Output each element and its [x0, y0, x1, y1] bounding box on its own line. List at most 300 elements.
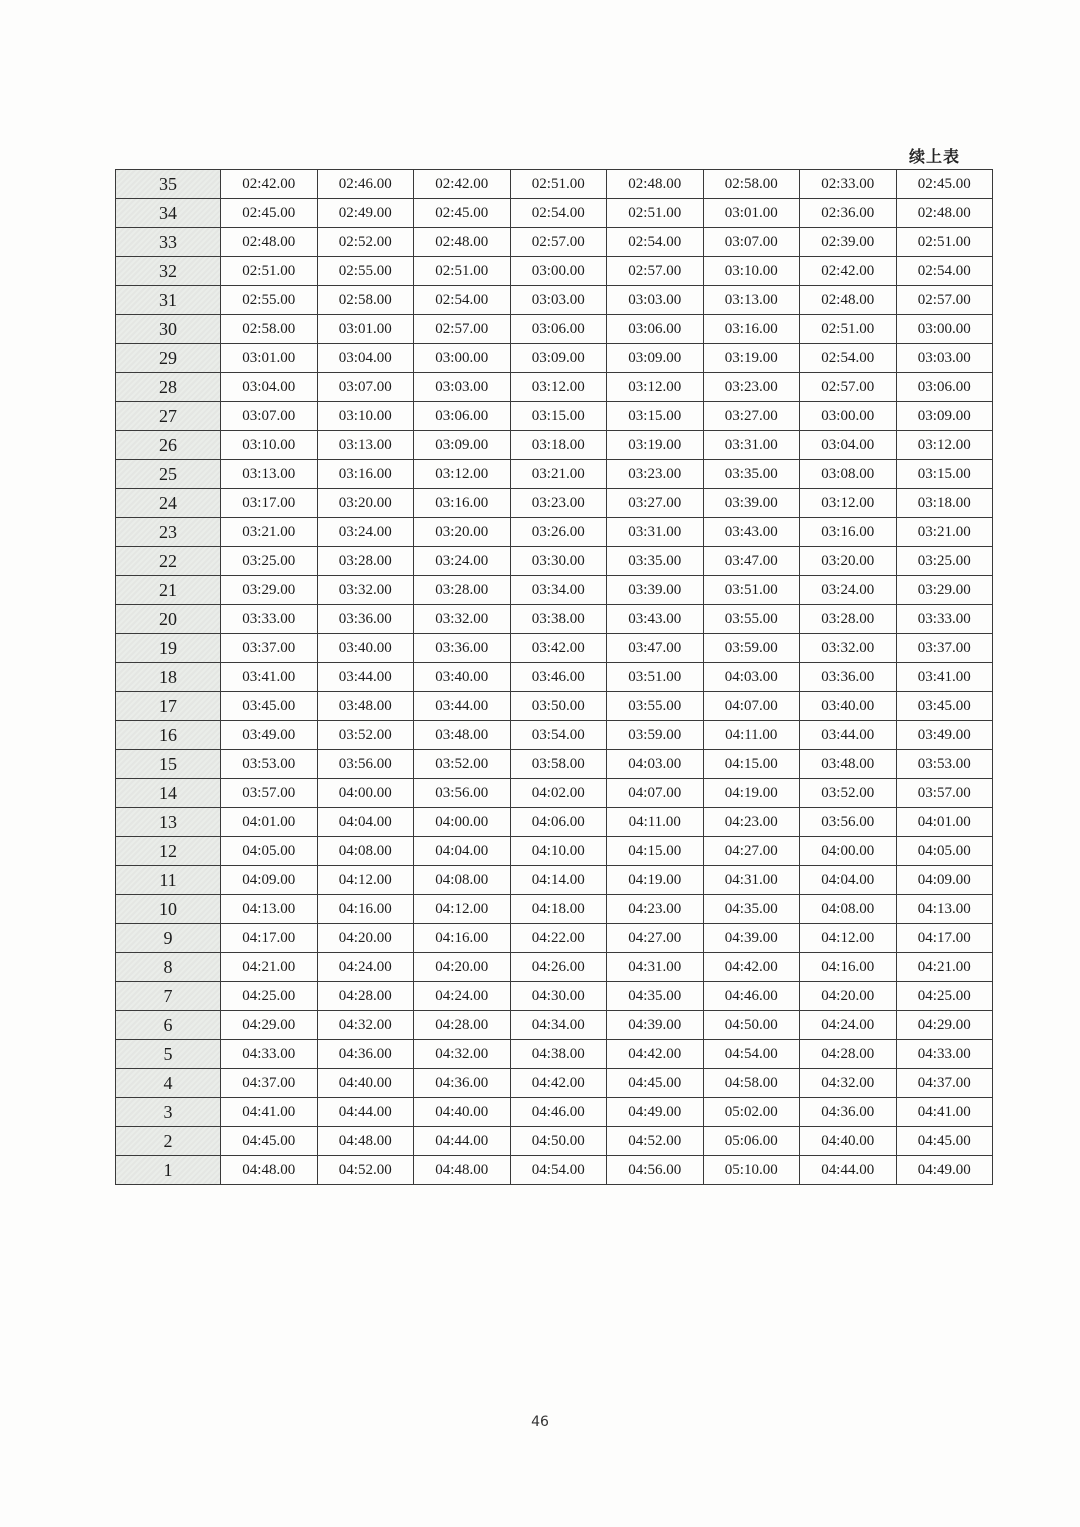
time-cell: 03:06.00 — [607, 315, 704, 344]
time-cell: 04:12.00 — [800, 924, 897, 953]
time-cell: 03:00.00 — [510, 257, 607, 286]
time-cell: 02:58.00 — [221, 315, 318, 344]
time-cell: 03:41.00 — [896, 663, 993, 692]
time-cell: 03:37.00 — [221, 634, 318, 663]
time-cell: 02:45.00 — [221, 199, 318, 228]
time-cell: 04:56.00 — [607, 1156, 704, 1185]
time-cell: 03:15.00 — [607, 402, 704, 431]
time-cell: 03:00.00 — [896, 315, 993, 344]
time-cell: 03:03.00 — [896, 344, 993, 373]
time-cell: 03:10.00 — [221, 431, 318, 460]
time-cell: 04:09.00 — [896, 866, 993, 895]
time-cell: 04:15.00 — [703, 750, 800, 779]
score-cell: 17 — [116, 692, 221, 721]
time-cell: 03:57.00 — [221, 779, 318, 808]
time-cell: 03:12.00 — [607, 373, 704, 402]
time-cell: 04:21.00 — [221, 953, 318, 982]
time-cell: 02:54.00 — [414, 286, 511, 315]
time-cell: 04:32.00 — [800, 1069, 897, 1098]
time-cell: 03:20.00 — [800, 547, 897, 576]
score-cell: 10 — [116, 895, 221, 924]
time-cell: 04:44.00 — [317, 1098, 414, 1127]
time-cell: 03:12.00 — [896, 431, 993, 460]
time-cell: 03:56.00 — [317, 750, 414, 779]
time-cell: 02:54.00 — [607, 228, 704, 257]
time-cell: 04:39.00 — [607, 1011, 704, 1040]
score-cell: 7 — [116, 982, 221, 1011]
time-cell: 04:26.00 — [510, 953, 607, 982]
time-cell: 03:33.00 — [896, 605, 993, 634]
time-cell: 02:45.00 — [896, 170, 993, 199]
time-cell: 02:46.00 — [317, 170, 414, 199]
time-cell: 03:01.00 — [703, 199, 800, 228]
time-cell: 04:44.00 — [800, 1156, 897, 1185]
table-row — [116, 1011, 993, 1040]
page-number: 46 — [531, 1414, 549, 1430]
time-cell: 03:51.00 — [703, 576, 800, 605]
time-cell: 04:00.00 — [317, 779, 414, 808]
time-cell: 04:58.00 — [703, 1069, 800, 1098]
time-cell: 02:57.00 — [800, 373, 897, 402]
time-cell: 03:25.00 — [896, 547, 993, 576]
time-cell: 03:47.00 — [607, 634, 704, 663]
time-cell: 02:48.00 — [896, 199, 993, 228]
time-cell: 04:48.00 — [317, 1127, 414, 1156]
time-cell: 03:04.00 — [317, 344, 414, 373]
time-cell: 04:40.00 — [414, 1098, 511, 1127]
time-cell: 03:26.00 — [510, 518, 607, 547]
time-cell: 03:38.00 — [510, 605, 607, 634]
time-cell: 03:37.00 — [896, 634, 993, 663]
time-cell: 03:13.00 — [221, 460, 318, 489]
time-cell: 02:49.00 — [317, 199, 414, 228]
time-cell: 02:54.00 — [800, 344, 897, 373]
time-cell: 04:16.00 — [317, 895, 414, 924]
table-row — [116, 750, 993, 779]
time-cell: 03:18.00 — [510, 431, 607, 460]
table-row — [116, 721, 993, 750]
time-cell: 03:25.00 — [221, 547, 318, 576]
time-cell: 03:54.00 — [510, 721, 607, 750]
time-cell: 04:41.00 — [896, 1098, 993, 1127]
time-cell: 04:31.00 — [607, 953, 704, 982]
time-cell: 03:24.00 — [414, 547, 511, 576]
time-cell: 02:52.00 — [317, 228, 414, 257]
time-cell: 03:43.00 — [607, 605, 704, 634]
time-cell: 03:50.00 — [510, 692, 607, 721]
table-row — [116, 1127, 993, 1156]
time-cell: 04:13.00 — [896, 895, 993, 924]
time-cell: 03:44.00 — [317, 663, 414, 692]
time-cell: 04:01.00 — [221, 808, 318, 837]
time-cell: 03:35.00 — [607, 547, 704, 576]
table-row — [116, 1098, 993, 1127]
time-cell: 04:11.00 — [607, 808, 704, 837]
time-cell: 02:57.00 — [414, 315, 511, 344]
time-cell: 04:22.00 — [510, 924, 607, 953]
time-cell: 04:33.00 — [896, 1040, 993, 1069]
time-cell: 02:51.00 — [414, 257, 511, 286]
table-row — [116, 1156, 993, 1185]
time-cell: 03:07.00 — [703, 228, 800, 257]
time-cell: 04:36.00 — [414, 1069, 511, 1098]
time-cell: 04:18.00 — [510, 895, 607, 924]
time-cell: 03:36.00 — [317, 605, 414, 634]
table-row — [116, 808, 993, 837]
score-cell: 25 — [116, 460, 221, 489]
time-cell: 02:58.00 — [317, 286, 414, 315]
time-cell: 03:24.00 — [317, 518, 414, 547]
score-cell: 11 — [116, 866, 221, 895]
time-cell: 03:39.00 — [607, 576, 704, 605]
score-cell: 6 — [116, 1011, 221, 1040]
score-cell: 24 — [116, 489, 221, 518]
time-cell: 04:04.00 — [414, 837, 511, 866]
table-row — [116, 228, 993, 257]
score-cell: 32 — [116, 257, 221, 286]
time-cell: 02:58.00 — [703, 170, 800, 199]
time-cell: 03:57.00 — [896, 779, 993, 808]
time-cell: 04:28.00 — [800, 1040, 897, 1069]
score-cell: 9 — [116, 924, 221, 953]
time-cell: 03:32.00 — [800, 634, 897, 663]
time-cell: 03:16.00 — [317, 460, 414, 489]
time-cell: 04:16.00 — [800, 953, 897, 982]
time-cell: 03:27.00 — [703, 402, 800, 431]
time-cell: 03:17.00 — [221, 489, 318, 518]
time-cell: 04:00.00 — [800, 837, 897, 866]
time-cell: 02:39.00 — [800, 228, 897, 257]
time-cell: 04:00.00 — [414, 808, 511, 837]
time-cell: 03:48.00 — [317, 692, 414, 721]
score-cell: 1 — [116, 1156, 221, 1185]
score-cell: 27 — [116, 402, 221, 431]
time-cell: 03:28.00 — [317, 547, 414, 576]
time-cell: 03:46.00 — [510, 663, 607, 692]
time-cell: 03:03.00 — [510, 286, 607, 315]
time-cell: 03:03.00 — [607, 286, 704, 315]
time-cell: 03:12.00 — [800, 489, 897, 518]
table-row — [116, 199, 993, 228]
score-time-table — [115, 169, 993, 1185]
time-cell: 03:48.00 — [414, 721, 511, 750]
table-row — [116, 402, 993, 431]
table-row — [116, 982, 993, 1011]
score-cell: 15 — [116, 750, 221, 779]
time-cell: 02:55.00 — [221, 286, 318, 315]
table-body — [116, 170, 993, 1185]
table-row — [116, 344, 993, 373]
time-cell: 03:00.00 — [414, 344, 511, 373]
score-cell: 33 — [116, 228, 221, 257]
time-cell: 03:10.00 — [703, 257, 800, 286]
table-row — [116, 866, 993, 895]
time-cell: 04:20.00 — [317, 924, 414, 953]
time-cell: 04:08.00 — [800, 895, 897, 924]
table-row — [116, 1040, 993, 1069]
time-cell: 03:29.00 — [221, 576, 318, 605]
time-cell: 04:24.00 — [317, 953, 414, 982]
time-cell: 03:48.00 — [800, 750, 897, 779]
score-cell: 30 — [116, 315, 221, 344]
time-cell: 03:40.00 — [800, 692, 897, 721]
time-cell: 04:24.00 — [800, 1011, 897, 1040]
time-cell: 03:29.00 — [896, 576, 993, 605]
table-row — [116, 489, 993, 518]
time-cell: 04:49.00 — [896, 1156, 993, 1185]
time-cell: 03:36.00 — [414, 634, 511, 663]
time-cell: 03:23.00 — [703, 373, 800, 402]
time-cell: 05:02.00 — [703, 1098, 800, 1127]
time-cell: 04:35.00 — [703, 895, 800, 924]
time-cell: 04:11.00 — [703, 721, 800, 750]
time-cell: 03:35.00 — [703, 460, 800, 489]
time-cell: 05:06.00 — [703, 1127, 800, 1156]
score-cell: 5 — [116, 1040, 221, 1069]
time-cell: 03:56.00 — [414, 779, 511, 808]
score-cell: 12 — [116, 837, 221, 866]
time-cell: 02:51.00 — [510, 170, 607, 199]
time-cell: 04:07.00 — [607, 779, 704, 808]
time-cell: 03:24.00 — [800, 576, 897, 605]
time-cell: 04:36.00 — [800, 1098, 897, 1127]
time-cell: 03:31.00 — [607, 518, 704, 547]
time-cell: 04:34.00 — [510, 1011, 607, 1040]
score-cell: 31 — [116, 286, 221, 315]
score-cell: 26 — [116, 431, 221, 460]
time-cell: 04:28.00 — [317, 982, 414, 1011]
table-row — [116, 518, 993, 547]
time-cell: 04:42.00 — [703, 953, 800, 982]
time-cell: 03:00.00 — [800, 402, 897, 431]
time-cell: 03:40.00 — [414, 663, 511, 692]
time-cell: 02:42.00 — [414, 170, 511, 199]
time-cell: 03:55.00 — [607, 692, 704, 721]
time-cell: 03:09.00 — [896, 402, 993, 431]
time-cell: 04:41.00 — [221, 1098, 318, 1127]
time-cell: 04:35.00 — [607, 982, 704, 1011]
time-cell: 03:13.00 — [703, 286, 800, 315]
time-cell: 04:25.00 — [896, 982, 993, 1011]
time-cell: 02:51.00 — [800, 315, 897, 344]
time-cell: 04:04.00 — [800, 866, 897, 895]
time-cell: 04:13.00 — [221, 895, 318, 924]
time-cell: 04:24.00 — [414, 982, 511, 1011]
score-cell: 29 — [116, 344, 221, 373]
time-cell: 04:48.00 — [221, 1156, 318, 1185]
time-cell: 04:06.00 — [510, 808, 607, 837]
time-cell: 04:20.00 — [800, 982, 897, 1011]
table-row — [116, 547, 993, 576]
time-cell: 03:20.00 — [317, 489, 414, 518]
time-cell: 03:36.00 — [800, 663, 897, 692]
time-cell: 03:16.00 — [800, 518, 897, 547]
time-cell: 04:21.00 — [896, 953, 993, 982]
time-cell: 03:09.00 — [414, 431, 511, 460]
time-cell: 04:42.00 — [510, 1069, 607, 1098]
time-cell: 02:57.00 — [896, 286, 993, 315]
time-cell: 02:48.00 — [221, 228, 318, 257]
time-cell: 04:12.00 — [414, 895, 511, 924]
score-cell: 16 — [116, 721, 221, 750]
time-cell: 02:57.00 — [510, 228, 607, 257]
score-cell: 3 — [116, 1098, 221, 1127]
time-cell: 04:25.00 — [221, 982, 318, 1011]
score-cell: 2 — [116, 1127, 221, 1156]
time-cell: 03:21.00 — [896, 518, 993, 547]
time-cell: 02:42.00 — [800, 257, 897, 286]
table-row — [116, 605, 993, 634]
table-row — [116, 257, 993, 286]
time-cell: 03:40.00 — [317, 634, 414, 663]
time-cell: 03:53.00 — [221, 750, 318, 779]
score-cell: 22 — [116, 547, 221, 576]
time-cell: 04:49.00 — [607, 1098, 704, 1127]
time-cell: 04:50.00 — [510, 1127, 607, 1156]
time-cell: 03:52.00 — [414, 750, 511, 779]
time-cell: 03:01.00 — [317, 315, 414, 344]
time-cell: 04:31.00 — [703, 866, 800, 895]
time-cell: 04:08.00 — [414, 866, 511, 895]
time-cell: 04:39.00 — [703, 924, 800, 953]
time-cell: 04:17.00 — [221, 924, 318, 953]
table-row — [116, 1069, 993, 1098]
time-cell: 03:44.00 — [800, 721, 897, 750]
time-cell: 03:58.00 — [510, 750, 607, 779]
table-row — [116, 779, 993, 808]
score-cell: 35 — [116, 170, 221, 199]
time-cell: 03:52.00 — [800, 779, 897, 808]
time-cell: 04:17.00 — [896, 924, 993, 953]
time-cell: 02:48.00 — [607, 170, 704, 199]
time-cell: 04:45.00 — [221, 1127, 318, 1156]
time-cell: 04:19.00 — [703, 779, 800, 808]
time-cell: 04:54.00 — [703, 1040, 800, 1069]
time-cell: 03:21.00 — [221, 518, 318, 547]
time-cell: 03:03.00 — [414, 373, 511, 402]
time-cell: 03:12.00 — [414, 460, 511, 489]
time-cell: 02:57.00 — [607, 257, 704, 286]
time-cell: 03:44.00 — [414, 692, 511, 721]
time-cell: 04:05.00 — [896, 837, 993, 866]
time-cell: 04:42.00 — [607, 1040, 704, 1069]
table-row — [116, 924, 993, 953]
table-row — [116, 576, 993, 605]
table-row — [116, 692, 993, 721]
continued-table-label: 续上表 — [908, 147, 960, 166]
time-cell: 04:52.00 — [607, 1127, 704, 1156]
time-cell: 04:54.00 — [510, 1156, 607, 1185]
time-cell: 02:51.00 — [896, 228, 993, 257]
time-cell: 04:16.00 — [414, 924, 511, 953]
time-cell: 03:23.00 — [510, 489, 607, 518]
time-cell: 04:20.00 — [414, 953, 511, 982]
time-cell: 02:54.00 — [896, 257, 993, 286]
time-cell: 03:45.00 — [221, 692, 318, 721]
time-cell: 04:29.00 — [896, 1011, 993, 1040]
score-cell: 20 — [116, 605, 221, 634]
time-cell: 03:07.00 — [221, 402, 318, 431]
time-cell: 04:38.00 — [510, 1040, 607, 1069]
time-cell: 03:34.00 — [510, 576, 607, 605]
time-cell: 04:19.00 — [607, 866, 704, 895]
time-cell: 03:59.00 — [607, 721, 704, 750]
time-cell: 04:27.00 — [703, 837, 800, 866]
time-cell: 02:33.00 — [800, 170, 897, 199]
time-cell: 03:20.00 — [414, 518, 511, 547]
time-cell: 03:27.00 — [607, 489, 704, 518]
score-cell: 23 — [116, 518, 221, 547]
time-cell: 04:23.00 — [607, 895, 704, 924]
time-cell: 02:54.00 — [510, 199, 607, 228]
time-cell: 04:27.00 — [607, 924, 704, 953]
time-cell: 03:10.00 — [317, 402, 414, 431]
time-cell: 03:19.00 — [607, 431, 704, 460]
time-cell: 04:37.00 — [221, 1069, 318, 1098]
time-cell: 03:32.00 — [317, 576, 414, 605]
time-cell: 04:48.00 — [414, 1156, 511, 1185]
time-cell: 03:41.00 — [221, 663, 318, 692]
time-cell: 04:36.00 — [317, 1040, 414, 1069]
time-cell: 02:45.00 — [414, 199, 511, 228]
score-cell: 28 — [116, 373, 221, 402]
time-cell: 04:15.00 — [607, 837, 704, 866]
time-cell: 02:55.00 — [317, 257, 414, 286]
time-cell: 04:23.00 — [703, 808, 800, 837]
time-cell: 03:06.00 — [896, 373, 993, 402]
time-cell: 04:01.00 — [896, 808, 993, 837]
time-cell: 03:19.00 — [703, 344, 800, 373]
table-row — [116, 634, 993, 663]
time-cell: 03:47.00 — [703, 547, 800, 576]
time-cell: 02:42.00 — [221, 170, 318, 199]
score-cell: 34 — [116, 199, 221, 228]
time-cell: 03:06.00 — [414, 402, 511, 431]
time-cell: 03:28.00 — [800, 605, 897, 634]
time-cell: 03:09.00 — [607, 344, 704, 373]
time-cell: 03:52.00 — [317, 721, 414, 750]
time-cell: 03:32.00 — [414, 605, 511, 634]
time-cell: 03:39.00 — [703, 489, 800, 518]
time-cell: 03:31.00 — [703, 431, 800, 460]
table-row — [116, 895, 993, 924]
time-cell: 03:56.00 — [800, 808, 897, 837]
time-cell: 02:36.00 — [800, 199, 897, 228]
time-cell: 03:59.00 — [703, 634, 800, 663]
score-cell: 13 — [116, 808, 221, 837]
time-cell: 04:03.00 — [703, 663, 800, 692]
time-cell: 02:48.00 — [800, 286, 897, 315]
table-row — [116, 460, 993, 489]
time-cell: 03:28.00 — [414, 576, 511, 605]
time-cell: 03:09.00 — [510, 344, 607, 373]
time-cell: 04:40.00 — [800, 1127, 897, 1156]
time-cell: 03:21.00 — [510, 460, 607, 489]
time-cell: 03:12.00 — [510, 373, 607, 402]
time-cell: 03:33.00 — [221, 605, 318, 634]
time-cell: 03:30.00 — [510, 547, 607, 576]
time-cell: 04:45.00 — [896, 1127, 993, 1156]
time-cell: 03:06.00 — [510, 315, 607, 344]
time-cell: 04:32.00 — [317, 1011, 414, 1040]
time-cell: 04:03.00 — [607, 750, 704, 779]
time-cell: 04:37.00 — [896, 1069, 993, 1098]
time-cell: 03:43.00 — [703, 518, 800, 547]
time-cell: 04:08.00 — [317, 837, 414, 866]
time-cell: 04:02.00 — [510, 779, 607, 808]
time-cell: 03:08.00 — [800, 460, 897, 489]
time-cell: 05:10.00 — [703, 1156, 800, 1185]
